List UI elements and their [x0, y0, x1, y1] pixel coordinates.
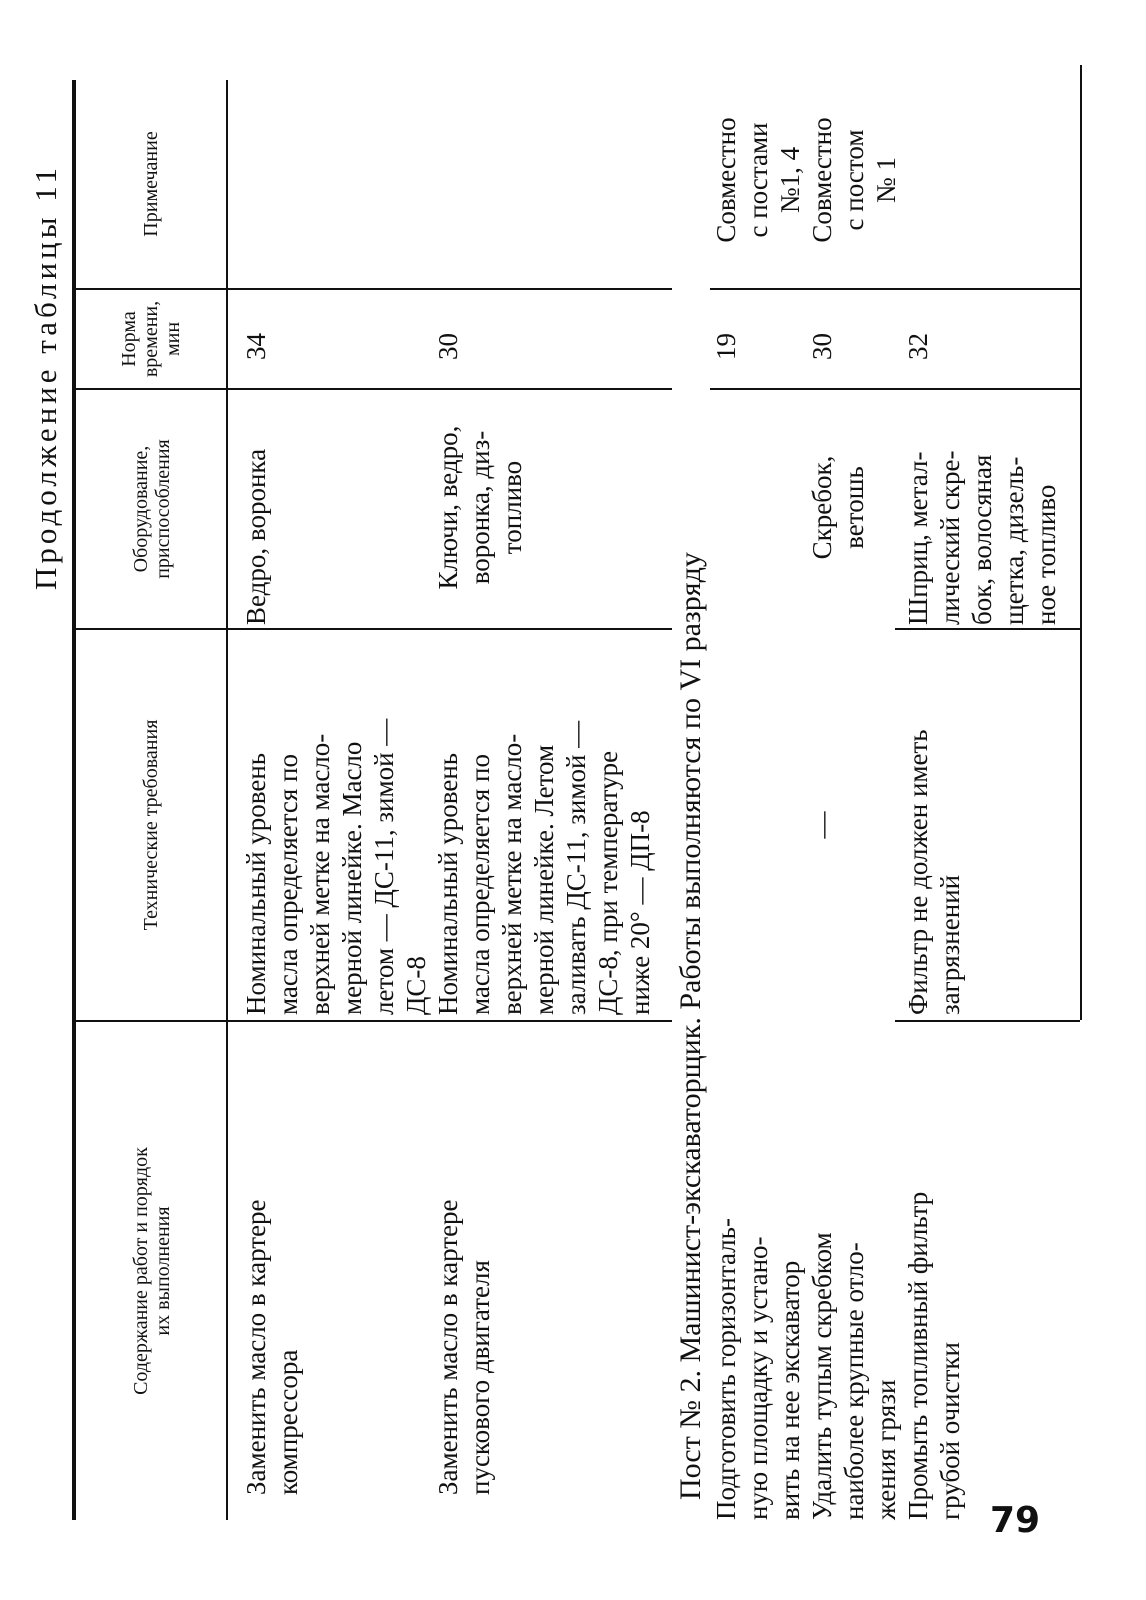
row1-norm: 34	[241, 333, 271, 360]
row2-work: Заменить масло в картере пускового двигателя	[433, 1199, 495, 1495]
table-bottom-rule	[1080, 65, 1082, 1020]
row2-norm: 30	[433, 333, 463, 360]
col-divider-2-lower	[895, 628, 1080, 630]
section-title: Пост № 2. Машинист-экскаваторщик. Работы выполняются по VI разряду	[674, 552, 707, 1500]
sec-row3-requirements: Фильтр не должен иметь загрязнений	[903, 729, 965, 1015]
header-bottom-rule	[226, 80, 228, 1520]
row2-requirements: Номинальный уровень масла определяется по верхней метке на масло- мерной линейке. Летом заливать ДС-11, зимой — ДС-8, при температуре ниже 20° — ДП-8	[433, 720, 655, 1015]
row1-requirements: Номинальный уровень масла определяется по верхней метке на масло- мерной линейке. Масло летом — ДС-11, зимой — ДС-8	[241, 718, 431, 1015]
table-top-rule	[72, 80, 76, 1520]
row1-work: Заменить масло в картере компрессора	[241, 1199, 303, 1495]
table-caption: Продолжение таблицы 11	[28, 163, 63, 590]
header-work: Содержание работ и порядок их выполнения	[130, 1147, 174, 1395]
sec-row2-norm: 30	[807, 333, 837, 360]
sec-row1-norm: 19	[711, 333, 741, 360]
header-equipment: Оборудование, приспособления	[130, 439, 174, 579]
header-requirements: Технические требования	[140, 719, 162, 931]
sec-row1-work: Подготовить горизонталь- ную площадку и устано- вить на нее экскаватор	[711, 1218, 805, 1520]
sec-row3-norm: 32	[903, 333, 933, 360]
sec-row2-requirements: —	[807, 811, 837, 839]
col-divider-2	[72, 628, 672, 630]
sec-row2-work: Удалить тупым скребком наиболее крупные отло- жения грязи	[807, 1232, 901, 1520]
sec-row2-note: Совместно с постом № 1	[807, 117, 901, 243]
sec-row1-note: Совместно с постами №1, 4	[711, 117, 805, 243]
header-norm: Норма времени, мин	[118, 300, 184, 378]
sec-row3-equipment: Шприц, метал- лический скре- бок, волосяная щетка, дизель- ное топливо	[903, 450, 1061, 625]
row1-equipment: Ведро, воронка	[241, 448, 271, 625]
header-note: Примечание	[140, 131, 162, 237]
page-number: 79	[990, 1500, 1041, 1541]
col-divider-1-lower	[895, 1020, 1080, 1022]
sec-row3-work: Промыть топливный фильтр грубой очистки	[903, 1191, 965, 1520]
col-divider-4-lower	[710, 288, 1080, 290]
sec-row2-equipment: Скребок, ветошь	[807, 455, 869, 560]
row2-equipment: Ключи, ведро, воронка, диз- топливо	[433, 425, 527, 590]
